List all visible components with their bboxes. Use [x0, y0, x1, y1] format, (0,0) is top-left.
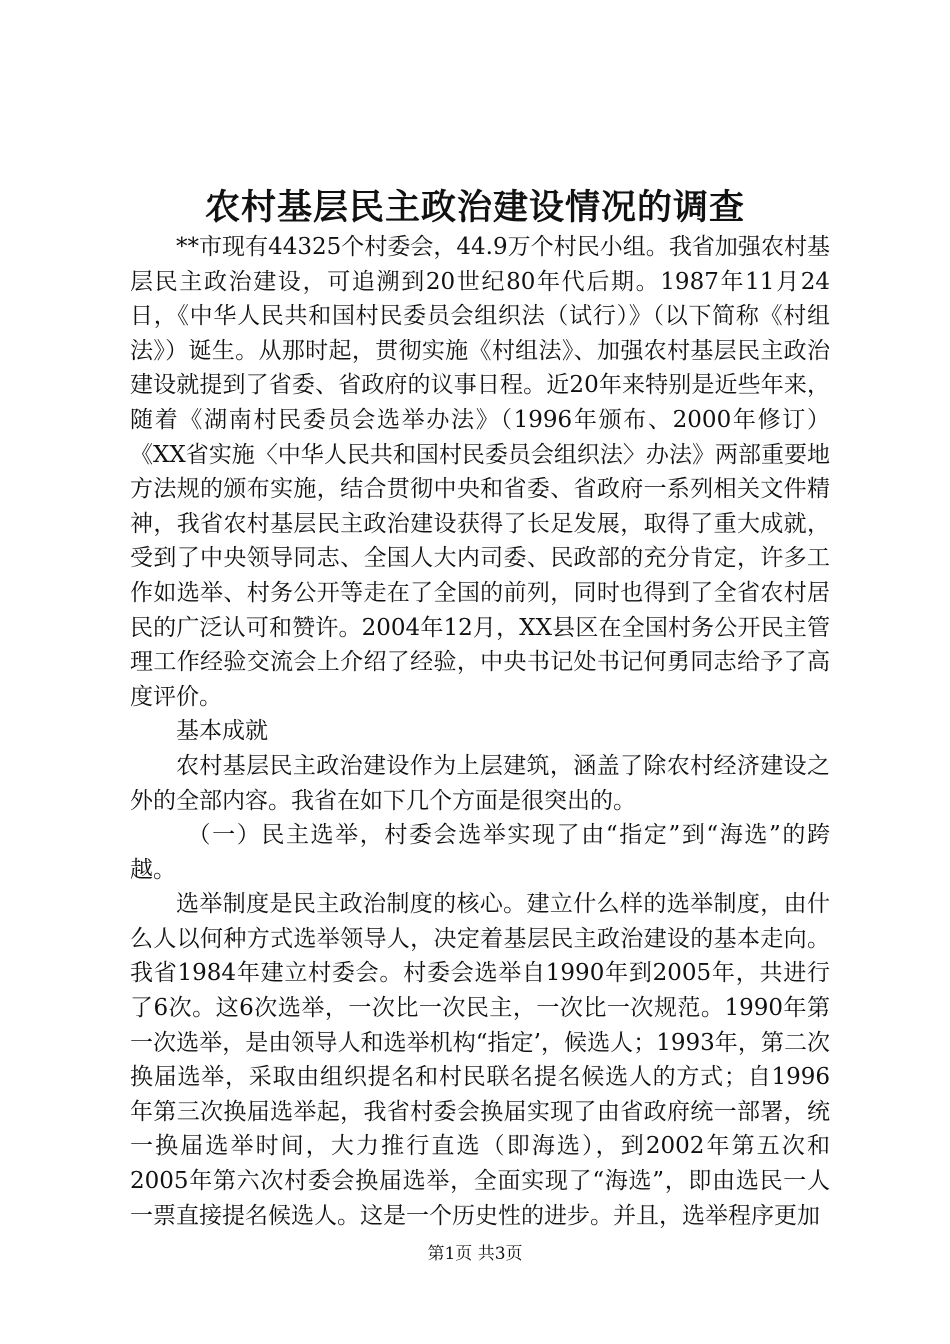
- section-intro-paragraph: 农村基层民主政治建设作为上层建筑，涵盖了除农村经济建设之外的全部内容。我省在如下几个方面是很突出的。: [130, 752, 830, 814]
- page-footer: 第1页 共3页: [427, 1244, 523, 1264]
- document-title: 农村基层民主政治建设情况的调查: [204, 187, 745, 228]
- section-heading-basic-achievements: 基本成就: [176, 718, 268, 745]
- document-body: [130, 230, 830, 1233]
- subsection-heading-democratic-election: （一）民主选举，村委会选举实现了由“指定”到“海选”的跨越。: [130, 822, 830, 883]
- election-system-paragraph: 选举制度是民主政治制度的核心。建立什么样的选举制度，由什么人以何种方式选举领导人，决定着基层民主政治建设的基本走向。我省1984年建立村委会。村委会选举自1990年到2005年，共进行了6次。这6次选举，一次比一次民主，一次比一次规范。1990年第一次选举，是由领导人和选举机构“指定’，候选人；1993年，第二次换届选举，采取由组织提名和村民联名提名候选人的方式；自1996年第三次换届选举起，我省村委会换届实现了由省政府统一部署，统一换届选举时间，大力推行直选（即海选），到2002年第五次和2005年第六次村委会换届选举，全面实现了“海选”，即由选民一人一票直接提名候选人。这是一个历史性的进步。并且，选举程序更加: [130, 891, 830, 1229]
- intro-paragraph: **市现有44325个村委会，44.9万个村民小组。我省加强农村基层民主政治建设，可追溯到20世纪80年代后期。1987年11月24日，《中华人民共和国村民委员会组织法（试行）》（以下简称《村组法》）诞生。从那时起，贯彻实施《村组法》、加强农村基层民主政治建设就提到了省委、省政府的议事日程。近20年来特别是近些年来，随着《湖南村民委员会选举办法》（1996年颁布、2000年修订）《XX省实施〈中华人民共和国村民委员会组织法〉办法》两部重要地方法规的颁布实施，结合贯彻中央和省委、省政府一系列相关文件精神，我省农村基层民主政治建设获得了长足发展，取得了重大成就，受到了中央领导同志、全国人大内司委、民政部的充分肯定，许多工作如选举、村务公开等走在了全国的前列，同时也得到了全省农村居民的广泛认可和赞许。2004年12月，XX县区在全国村务公开民主管理工作经验交流会上介绍了经验，中央书记处书记何勇同志给予了高度评价。: [130, 234, 830, 710]
